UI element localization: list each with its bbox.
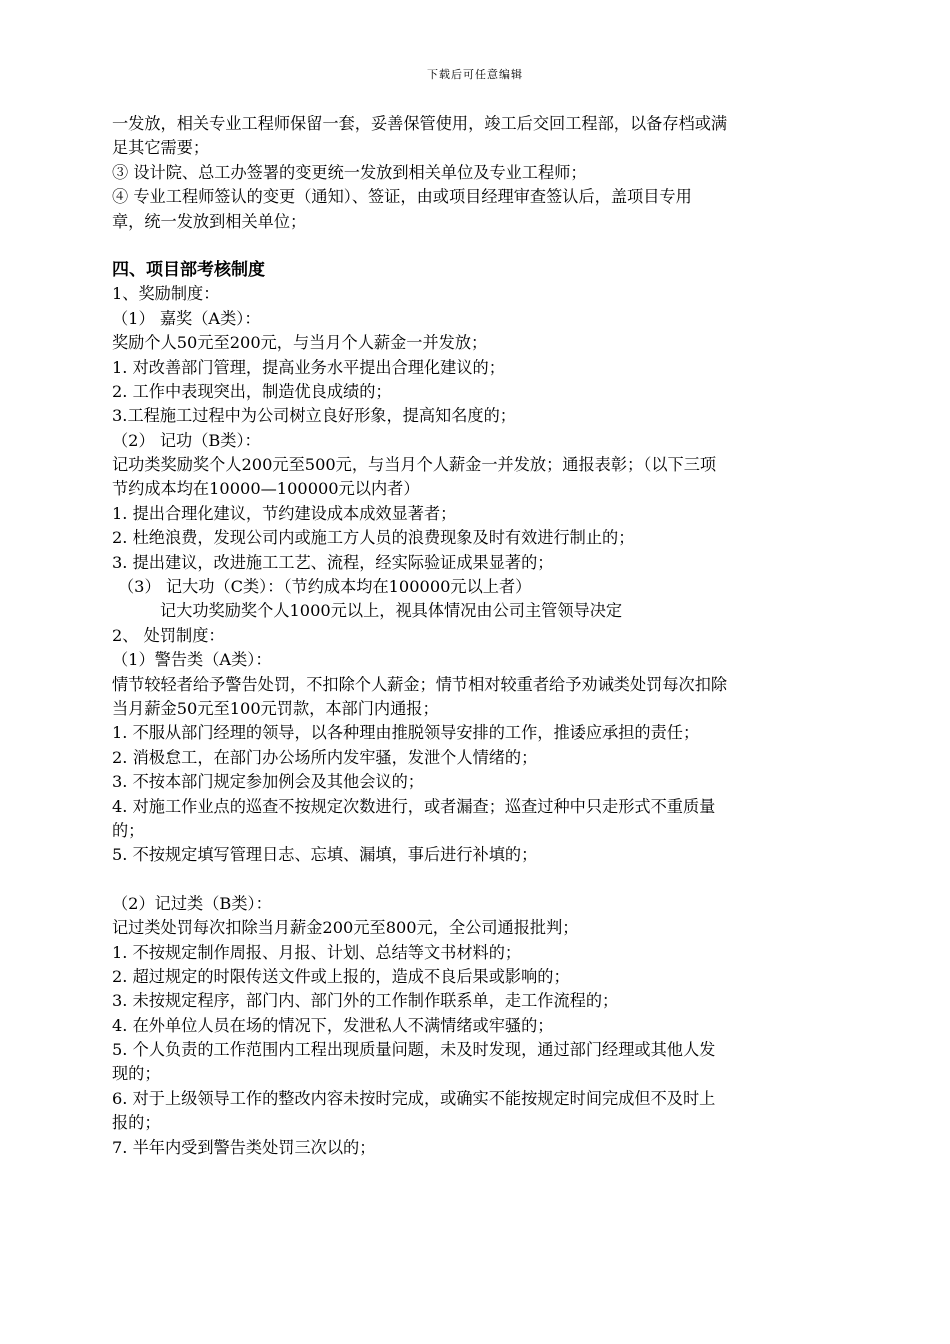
subsection-title: 2、 处罚制度： — [112, 625, 225, 645]
spacer — [112, 868, 842, 892]
list-item: 3. 未按规定程序，部门内、部门外的工作制作联系单，走工作流程的； — [112, 991, 619, 1011]
list-item: 3. 不按本部门规定参加例会及其他会议的； — [112, 772, 424, 792]
list-item: 2. 工作中表现突出，制造优良成绩的； — [112, 381, 392, 401]
list-item: 3.工程施工过程中为公司树立良好形象，提高知名度的； — [112, 406, 516, 426]
category-title: （2）记过类（B类）： — [112, 893, 272, 913]
paragraph-line: 奖励个人50元至200元，与当月个人薪金一并发放； — [112, 333, 488, 353]
list-item: 2. 超过规定的时限传送文件或上报的，造成不良后果或影响的； — [112, 966, 570, 986]
category-title: （3） 记大功（C类）：（节约成本均在100000元以上者） — [118, 577, 532, 597]
list-item: 2. 消极怠工，在部门办公场所内发牢骚，发泄个人情绪的； — [112, 747, 538, 767]
section-title: 四、项目部考核制度 — [112, 259, 265, 280]
list-item: ③ 设计院、总工办签署的变更统一发放到相关单位及专业工程师； — [112, 162, 587, 182]
subsection-title: 1、奖励制度： — [112, 284, 220, 304]
paragraph-line: 章，统一发放到相关单位； — [112, 211, 307, 231]
category-title: （1）警告类（A类）： — [112, 650, 272, 670]
paragraph-line: 当月薪金50元至100元罚款，本部门内通报； — [112, 698, 439, 718]
category-title: （2） 记功（B类）： — [112, 430, 261, 450]
paragraph-line: 记功类奖励奖个人200元至500元，与当月个人薪金一并发放；通报表彰；（以下三项 — [112, 455, 717, 475]
list-item: 1. 提出合理化建议，节约建设成本成效显著者； — [112, 503, 457, 523]
list-item: 7. 半年内受到警告类处罚三次以的； — [112, 1137, 376, 1157]
list-item: 报的； — [112, 1113, 161, 1133]
list-item: 现的； — [112, 1064, 161, 1084]
list-item: 1. 不服从部门经理的领导，以各种理由推脱领导安排的工作，推诿应承担的责任； — [112, 723, 700, 743]
paragraph-line: 足其它需要； — [112, 138, 210, 158]
list-item: 5. 个人负责的工作范围内工程出现质量问题，未及时发现，通过部门经理或其他人发 — [112, 1040, 716, 1060]
list-item: 4. 在外单位人员在场的情况下，发泄私人不满情绪或牢骚的； — [112, 1015, 554, 1035]
list-item: 6. 对于上级领导工作的整改内容未按时完成，或确实不能按规定时间完成但不及时上 — [112, 1088, 716, 1108]
list-item: 2. 杜绝浪费，发现公司内或施工方人员的浪费现象及时有效进行制止的； — [112, 528, 635, 548]
paragraph-line: 记大功奖励奖个人1000元以上，视具体情况由公司主管领导决定 — [160, 601, 623, 621]
paragraph-line: 节约成本均在10000—100000元以内者） — [112, 479, 420, 499]
document-body — [112, 112, 842, 1160]
page-header: 下载后可任意编辑 — [427, 68, 523, 81]
list-item: 1. 不按规定制作周报、月报、计划、总结等文书材料的； — [112, 942, 522, 962]
paragraph-line: 记过类处罚每次扣除当月薪金200元至800元，全公司通报批判； — [112, 918, 579, 938]
category-title: （1） 嘉奖（A类）： — [112, 308, 261, 328]
list-item: 4. 对施工作业点的巡查不按规定次数进行，或者漏查；巡查过种中只走形式不重质量 — [112, 796, 716, 816]
list-item: 的； — [112, 820, 145, 840]
list-item: ④ 专业工程师签认的变更（通知）、签证，由或项目经理审查签认后，盖项目专用 — [112, 187, 692, 207]
list-item: 3. 提出建议，改进施工工艺、流程，经实际验证成果显著的； — [112, 552, 554, 572]
spacer — [112, 234, 842, 258]
paragraph-line: 情节较轻者给予警告处罚，不扣除个人薪金；情节相对较重者给予劝诫类处罚每次扣除 — [112, 674, 728, 694]
paragraph-line: 一发放，相关专业工程师保留一套，妥善保管使用，竣工后交回工程部，以备存档或满 — [112, 114, 728, 133]
list-item: 1. 对改善部门管理，提高业务水平提出合理化建议的； — [112, 357, 505, 377]
list-item: 5. 不按规定填写管理日志、忘填、漏填，事后进行补填的； — [112, 845, 538, 865]
